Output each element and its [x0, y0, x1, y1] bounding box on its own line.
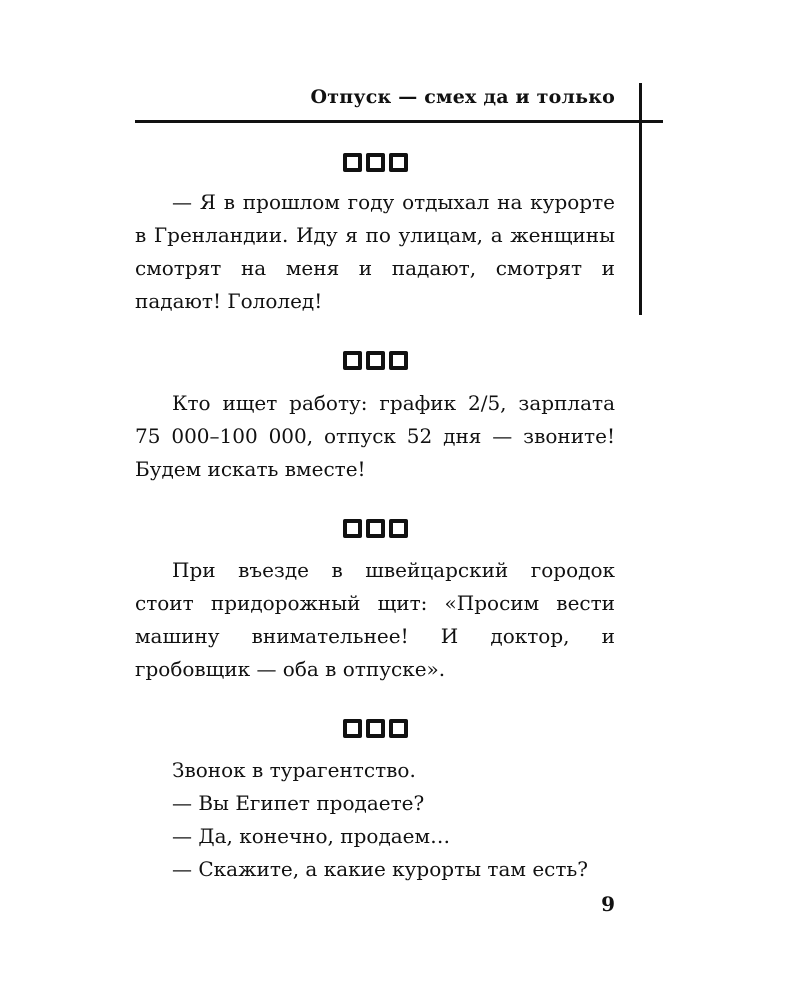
dialogue-line: — Вы Египет продаете?: [172, 791, 425, 815]
dialogue-line: Звонок в турагентство.: [172, 758, 416, 782]
margin-rule: [639, 83, 642, 315]
joke-paragraph: Кто ищет работу: график 2/5, зарплата 75 000–100 000, отпуск 52 дня — звоните! Будем искать вместе!: [135, 391, 615, 481]
section-divider: [135, 351, 615, 373]
section-divider: [135, 719, 615, 741]
joke-paragraph: При въезде в швейцарский городок стоит придорожный щит: «Просим вести машину внимательнее! И доктор, и гробовщик — оба в отпуске».: [135, 558, 615, 681]
square-ornament-icon: [366, 351, 385, 370]
square-ornament-icon: [366, 153, 385, 172]
square-ornament-icon: [343, 351, 362, 370]
square-ornament-icon: [389, 153, 408, 172]
joke-paragraph: — Я в прошлом году отдыхал на курорте в Гренландии. Иду я по улицам, а женщины смотрят на меня и падают, смотрят и падают! Гололед!: [135, 190, 615, 313]
square-ornament-icon: [366, 719, 385, 738]
square-ornament-icon: [389, 519, 408, 538]
section-divider: [135, 153, 615, 175]
square-ornament-icon: [343, 153, 362, 172]
square-ornament-icon: [343, 519, 362, 538]
dialogue-line: — Да, конечно, продаем…: [172, 824, 451, 848]
square-ornament-icon: [389, 351, 408, 370]
header-rule: [135, 120, 663, 123]
dialogue-line: — Скажите, а какие курорты там есть?: [172, 857, 589, 881]
running-head: Отпуск — смех да и только: [310, 86, 615, 108]
square-ornament-icon: [343, 719, 362, 738]
page-number: 9: [601, 892, 615, 916]
section-divider: [135, 519, 615, 541]
square-ornament-icon: [389, 719, 408, 738]
square-ornament-icon: [366, 519, 385, 538]
